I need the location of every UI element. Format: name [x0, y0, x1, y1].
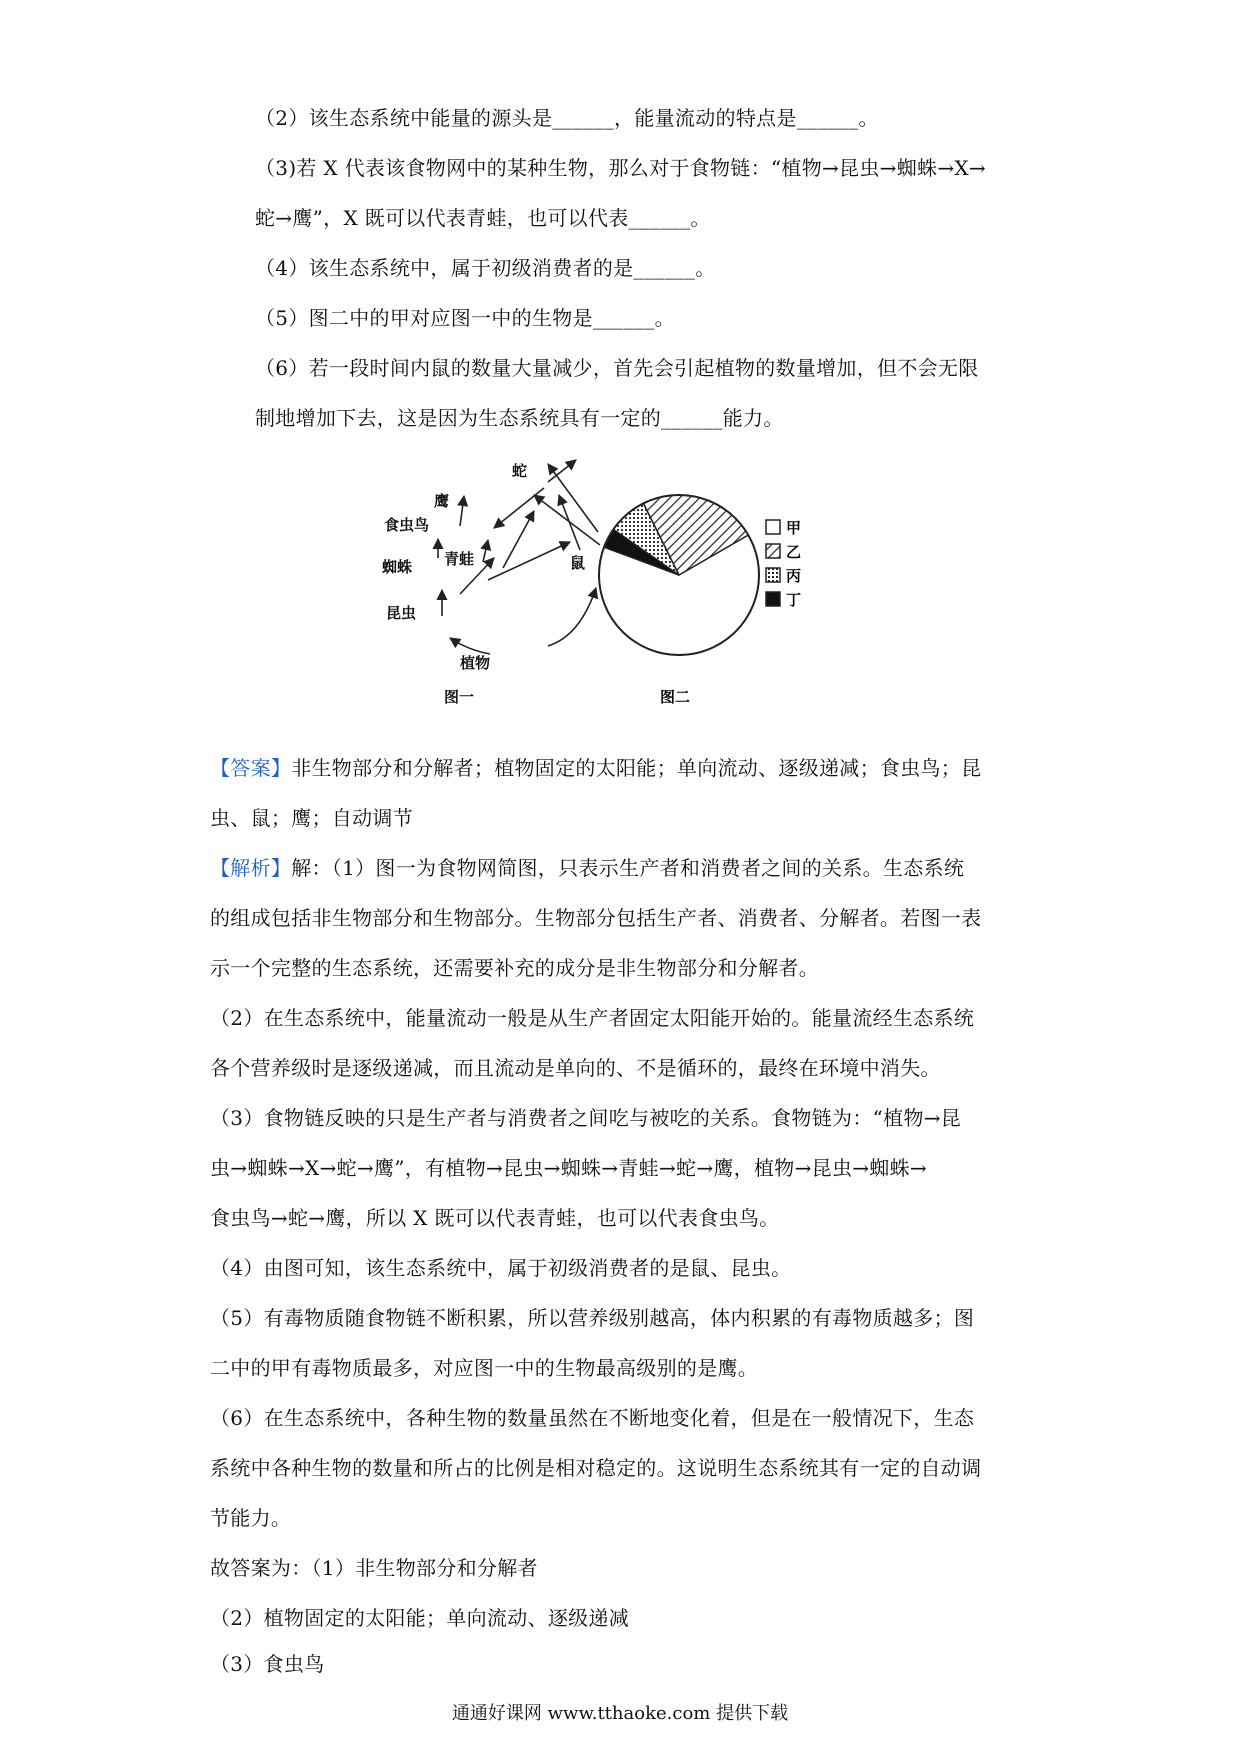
answer-text-1: 非生物部分和分解者；植物固定的太阳能；单向流动、逐级递减；食虫鸟；昆	[291, 756, 982, 780]
analysis-line: 示一个完整的生态系统，还需要补充的成分是非生物部分和分解者。	[210, 956, 819, 980]
question-3-line-2: 蛇→鹰”，X 既可以代表青蛙，也可以代表______。	[255, 206, 711, 230]
analysis-line: 节能力。	[210, 1506, 292, 1530]
figure2-caption: 图二	[660, 688, 691, 706]
analysis-line: （2）在生态系统中，能量流动一般是从生产者固定太阳能开始的。能量流经生态系统	[210, 1006, 975, 1030]
analysis-line: （6）在生态系统中，各种生物的数量虽然在不断地变化着，但是在一般情况下，生态	[210, 1406, 975, 1430]
answer-tag: 【答案】	[210, 756, 292, 780]
food-web-node-snake: 蛇	[512, 462, 528, 480]
question-3-line-1: （3)若 X 代表该食物网中的某种生物，那么对于食物链：“植物→昆虫→蜘蛛→X→	[255, 156, 986, 180]
analysis-line: 系统中各种生物的数量和所占的比例是相对稳定的。这说明生态系统其有一定的自动调	[210, 1456, 982, 1480]
question-5: （5）图二中的甲对应图一中的生物是______。	[255, 306, 675, 330]
analysis-text-0: 解：（1）图一为食物网简图，只表示生产者和消费者之间的关系。生态系统	[291, 856, 965, 880]
food-web-node-plant: 植物	[460, 654, 491, 672]
analysis-line: （4）由图可知，该生态系统中，属于初级消费者的是鼠、昆虫。	[210, 1256, 792, 1280]
analysis-line: 的组成包括非生物部分和生物部分。生物部分包括生产者、消费者、分解者。若图一表	[210, 906, 982, 930]
analysis-tag: 【解析】	[210, 856, 292, 880]
figure1-caption: 图一	[444, 688, 475, 706]
pie-legend	[766, 519, 801, 609]
question-2: （2）该生态系统中能量的源头是______，能量流动的特点是______。	[255, 106, 879, 130]
food-web-node-insect: 昆虫	[386, 604, 417, 622]
analysis-line: （3）食物链反映的只是生产者与消费者之间吃与被吃的关系。食物链为：“植物→昆	[210, 1106, 962, 1130]
page-footer: 通通好课网 www.tthaoke.com 提供下载	[451, 1703, 789, 1724]
legend-label-jia: 甲	[786, 519, 802, 537]
question-4: （4）该生态系统中，属于初级消费者的是______。	[255, 256, 716, 280]
legend-swatch-jia	[766, 520, 780, 534]
analysis-line: 各个营养级时是逐级递减，而且流动是单向的、不是循环的，最终在环境中消失。	[210, 1056, 941, 1080]
food-web-node-frog: 青蛙	[444, 550, 475, 568]
question-6-line-2: 制地增加下去，这是因为生态系统具有一定的______能力。	[255, 406, 784, 430]
answer-line-2: 虫、鼠；鹰；自动调节	[210, 806, 413, 830]
analysis-line: （2）植物固定的太阳能；单向流动、逐级递减	[210, 1606, 630, 1630]
legend-swatch-yi	[766, 544, 780, 558]
food-web-node-eagle: 鹰	[434, 492, 450, 510]
legend-swatch-ding	[766, 592, 780, 606]
legend-label-ding: 丁	[786, 591, 802, 609]
answer-line-1	[210, 754, 981, 782]
food-web-diagram	[382, 460, 600, 706]
analysis-line: 虫→蜘蛛→X→蛇→鹰”，有植物→昆虫→蜘蛛→青蛙→蛇→鹰，植物→昆虫→蜘蛛→	[210, 1156, 927, 1180]
analysis-line: （5）有毒物质随食物链不断积累，所以营养级别越高，体内积累的有毒物质越多；图	[210, 1306, 975, 1330]
food-web-node-bird: 食虫鸟	[384, 516, 430, 534]
pie-chart	[599, 495, 801, 706]
food-web-node-mouse: 鼠	[570, 554, 586, 572]
legend-swatch-bing	[766, 568, 780, 582]
analysis-line-1	[210, 854, 964, 882]
analysis-line: 故答案为：（1）非生物部分和分解者	[210, 1556, 538, 1580]
figures	[382, 440, 840, 706]
food-web-node-spider: 蜘蛛	[382, 558, 413, 576]
question-6-line-1: （6）若一段时间内鼠的数量大量减少，首先会引起植物的数量增加，但不会无限	[255, 356, 979, 380]
legend-label-yi: 乙	[786, 543, 802, 561]
analysis-line: 二中的甲有毒物质最多，对应图一中的生物最高级别的是鹰。	[210, 1356, 759, 1380]
legend-label-bing: 丙	[786, 567, 802, 585]
analysis-line: （3）食虫鸟	[210, 1652, 325, 1676]
analysis-line: 食虫鸟→蛇→鹰，所以 X 既可以代表青蛙，也可以代表食虫鸟。	[210, 1206, 780, 1230]
